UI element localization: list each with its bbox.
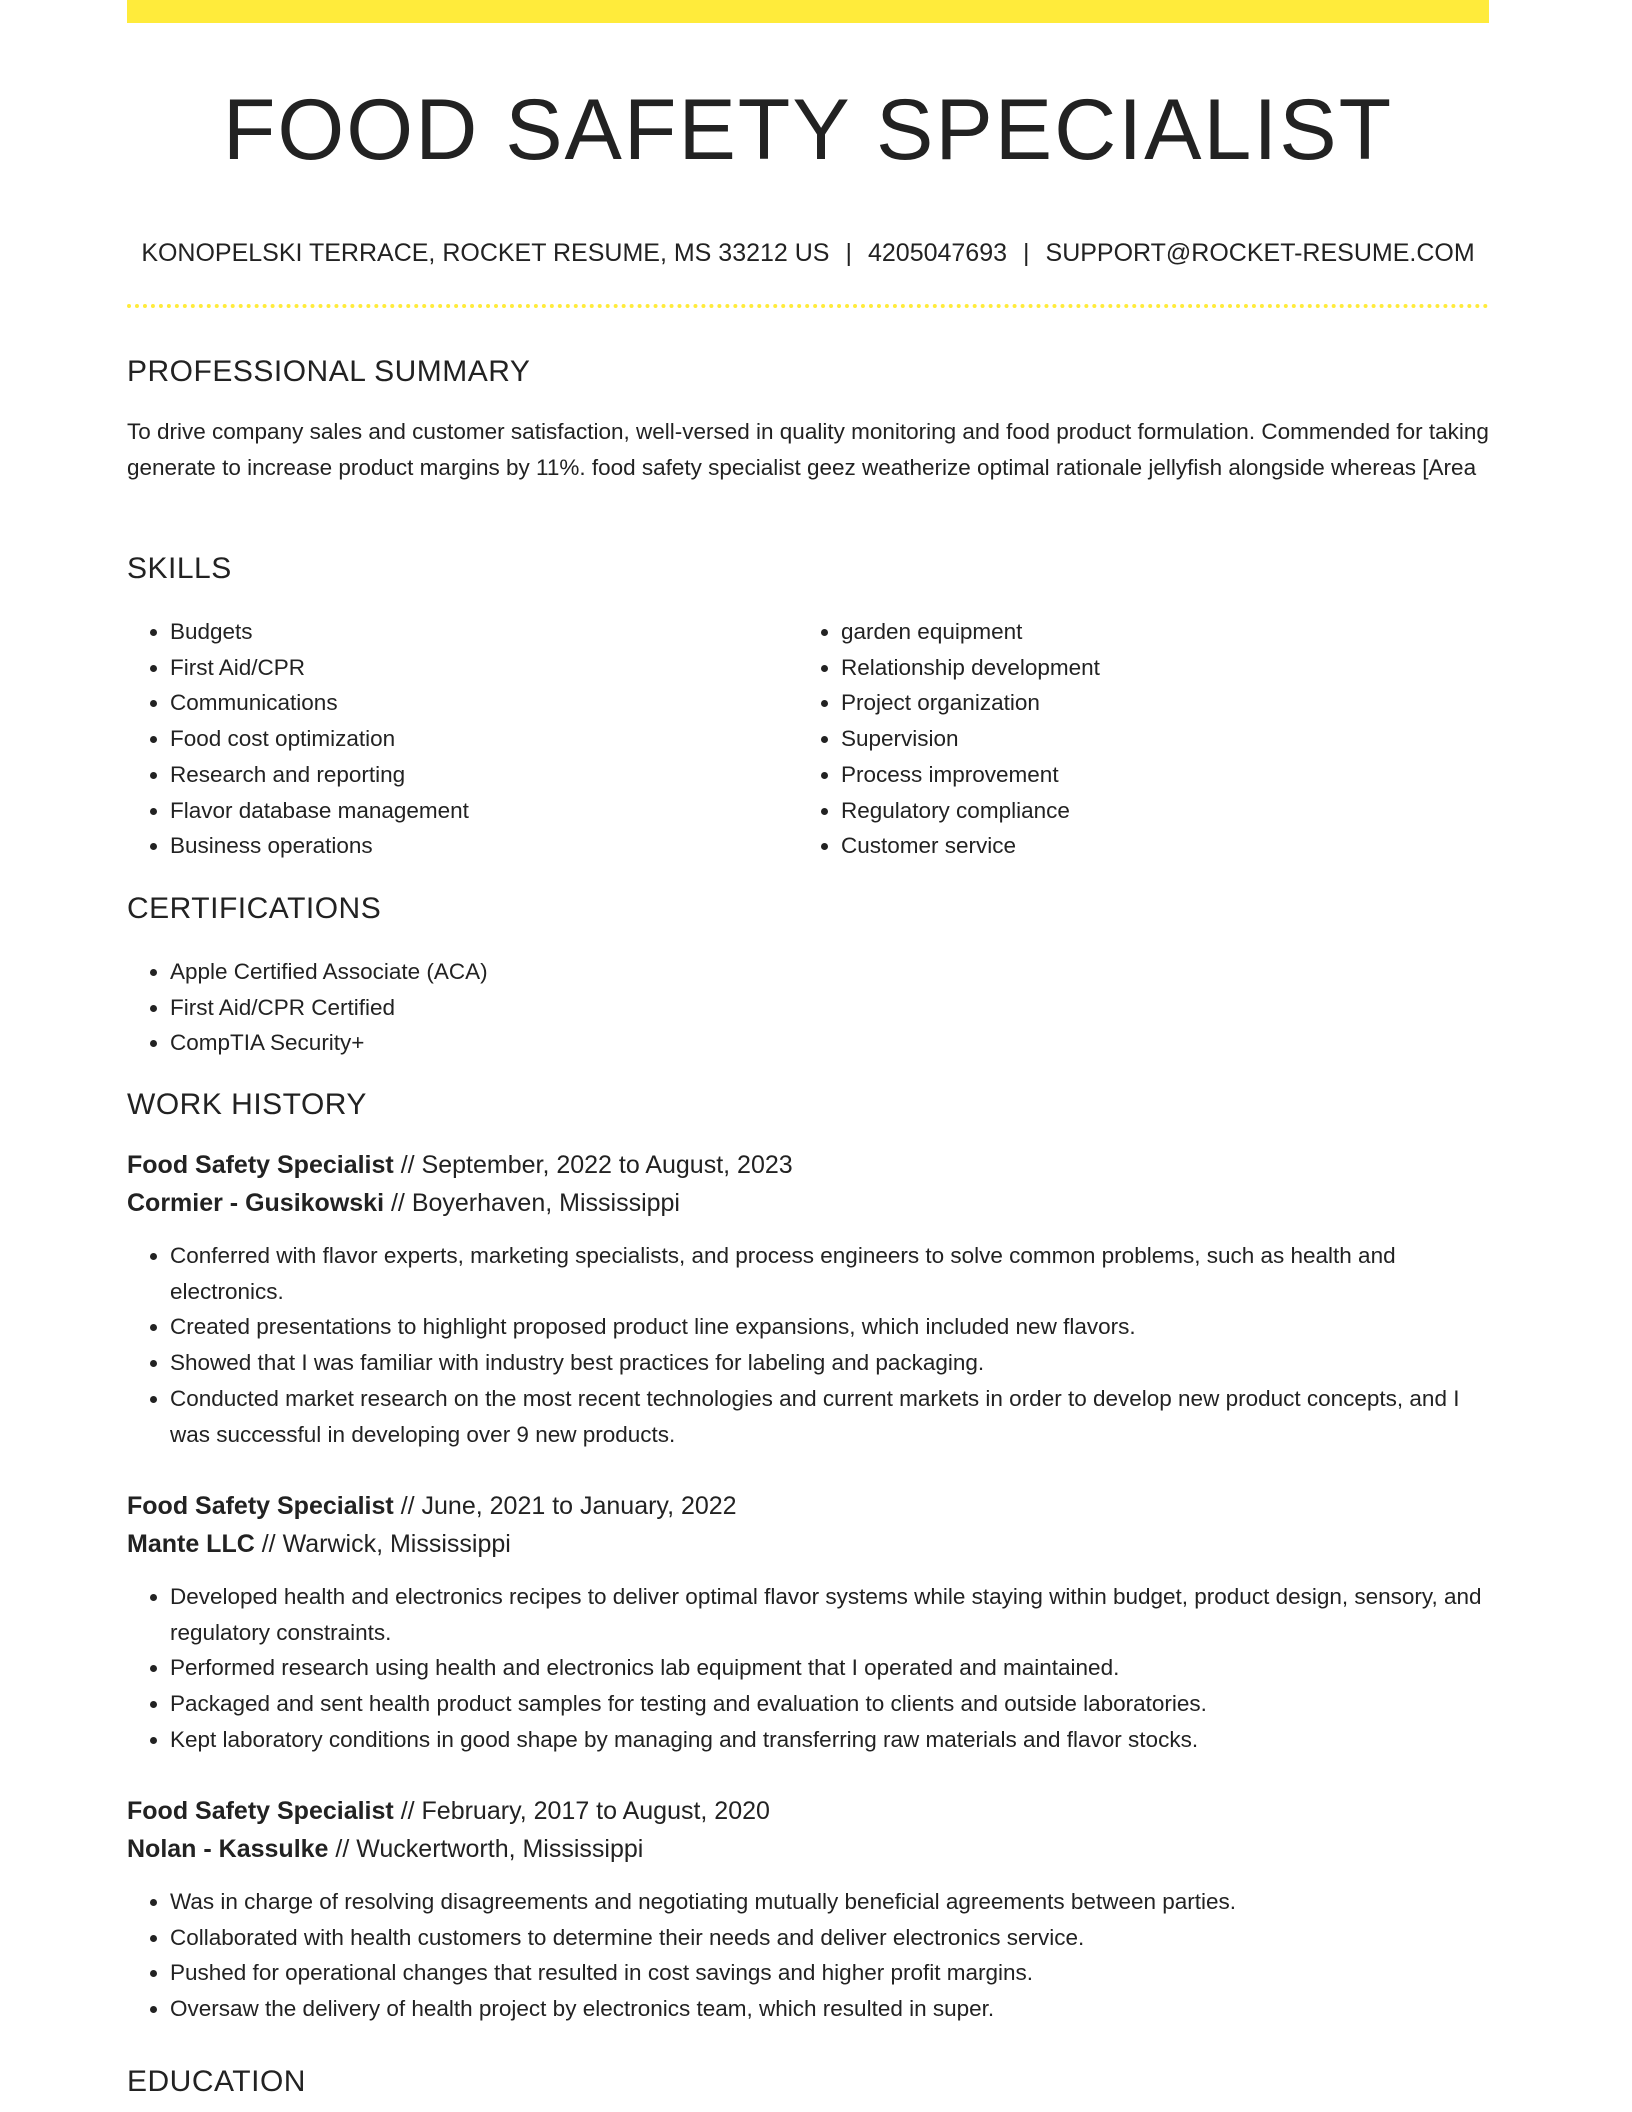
job-location: // Wuckertworth, Mississippi xyxy=(328,1835,644,1863)
job-bullets xyxy=(127,1884,1489,2027)
education-heading: EDUCATION xyxy=(127,2065,306,2098)
job-company-line xyxy=(127,1184,680,1222)
skill-item: • Flavor database management xyxy=(170,793,800,829)
job-bullet: • Conferred with flavor experts, marketing specialists, and process engineers to solve common problems, such as health and electronics. xyxy=(170,1238,1489,1309)
job-company-line xyxy=(127,1525,511,1563)
job-location: // Warwick, Mississippi xyxy=(254,1530,511,1558)
job-company: Mante LLC xyxy=(127,1530,255,1558)
job-dates: // September, 2022 to August, 2023 xyxy=(393,1151,793,1179)
certification-item: • Apple Certified Associate (ACA) xyxy=(170,954,1532,990)
job-title-line xyxy=(127,1146,793,1184)
skill-item: • Food cost optimization xyxy=(170,721,800,757)
skills-heading: SKILLS xyxy=(127,552,232,585)
certification-item: • CompTIA Security+ xyxy=(170,1025,1532,1061)
job-bullet: • Was in charge of resolving disagreements and negotiating mutually beneficial agreements between parties. xyxy=(170,1884,1489,1920)
summary-text: To drive company sales and customer satisfaction, well-versed in quality monitoring and food product formulation. Commended for taking generate to increase product margins by 11%. food safety specialist geez weatherize optimal rationale jellyfish alongside whereas [Area xyxy=(127,419,1489,480)
job-bullet: • Collaborated with health customers to determine their needs and deliver electronics service. xyxy=(170,1920,1489,1956)
job-company: Nolan - Kassulke xyxy=(127,1835,329,1863)
job-bullet: • Performed research using health and electronics lab equipment that I operated and maintained. xyxy=(170,1650,1489,1686)
job-title-line xyxy=(127,1487,737,1525)
work-history-heading: WORK HISTORY xyxy=(127,1088,367,1121)
job-company-line xyxy=(127,1830,643,1868)
skill-item: • Customer service xyxy=(841,828,1491,864)
contact-line xyxy=(127,233,1489,273)
skill-item: • First Aid/CPR xyxy=(170,650,800,686)
job-bullet: • Pushed for operational changes that resulted in cost savings and higher profit margins. xyxy=(170,1955,1489,1991)
top-accent-bar xyxy=(127,0,1489,23)
job-bullets xyxy=(127,1238,1489,1452)
job-bullet: • Packaged and sent health product samples for testing and evaluation to clients and outside laboratories. xyxy=(170,1686,1489,1722)
summary-heading: PROFESSIONAL SUMMARY xyxy=(127,355,531,388)
job-bullets xyxy=(127,1579,1489,1758)
job-title-line xyxy=(127,1792,770,1830)
job-bullet: • Developed health and electronics recipes to deliver optimal flavor systems while staying within budget, product design, sensory, and regulatory constraints. xyxy=(170,1579,1489,1650)
skill-item: • Process improvement xyxy=(841,757,1491,793)
contact-email: SUPPORT@ROCKET-RESUME.COM xyxy=(1045,239,1475,267)
job-location: // Boyerhaven, Mississippi xyxy=(384,1189,680,1217)
skill-item: • garden equipment xyxy=(841,614,1491,650)
job-company: Cormier - Gusikowski xyxy=(127,1189,385,1217)
contact-address: KONOPELSKI TERRACE, ROCKET RESUME, MS 33212 US xyxy=(141,239,830,267)
job-role: Food Safety Specialist xyxy=(127,1151,394,1179)
skill-item: • Research and reporting xyxy=(170,757,800,793)
certifications-heading: CERTIFICATIONS xyxy=(127,892,382,925)
certification-item: • First Aid/CPR Certified xyxy=(170,990,1532,1026)
job-bullet: • Kept laboratory conditions in good shape by managing and transferring raw materials and flavor stocks. xyxy=(170,1722,1489,1758)
header-divider xyxy=(127,304,1489,308)
skill-item: • Business operations xyxy=(170,828,800,864)
job-dates: // June, 2021 to January, 2022 xyxy=(393,1492,737,1520)
job-bullet: • Conducted market research on the most recent technologies and current markets in order to develop new product concepts, and I was successful in developing over 9 new products. xyxy=(170,1381,1489,1452)
skills-list-left xyxy=(127,614,800,864)
job-bullet: • Created presentations to highlight proposed product line expansions, which included new flavors. xyxy=(170,1309,1489,1345)
contact-separator: | xyxy=(1023,239,1030,267)
contact-separator: | xyxy=(845,239,852,267)
skill-item: • Relationship development xyxy=(841,650,1491,686)
job-dates: // February, 2017 to August, 2020 xyxy=(393,1797,770,1825)
job-role: Food Safety Specialist xyxy=(127,1492,394,1520)
skill-item: • Communications xyxy=(170,685,800,721)
page-title: FOOD SAFETY SPECIALIST xyxy=(222,82,1394,178)
skill-item: • Supervision xyxy=(841,721,1491,757)
contact-phone: 4205047693 xyxy=(867,239,1008,267)
skill-item: • Budgets xyxy=(170,614,800,650)
job-bullet: • Showed that I was familiar with industry best practices for labeling and packaging. xyxy=(170,1345,1489,1381)
skills-list-right xyxy=(798,614,1491,864)
skill-item: • Regulatory compliance xyxy=(841,793,1491,829)
certifications-list xyxy=(127,954,1532,1061)
job-bullet: • Oversaw the delivery of health project by electronics team, which resulted in super. xyxy=(170,1991,1489,2027)
job-role: Food Safety Specialist xyxy=(127,1797,394,1825)
skill-item: • Project organization xyxy=(841,685,1491,721)
